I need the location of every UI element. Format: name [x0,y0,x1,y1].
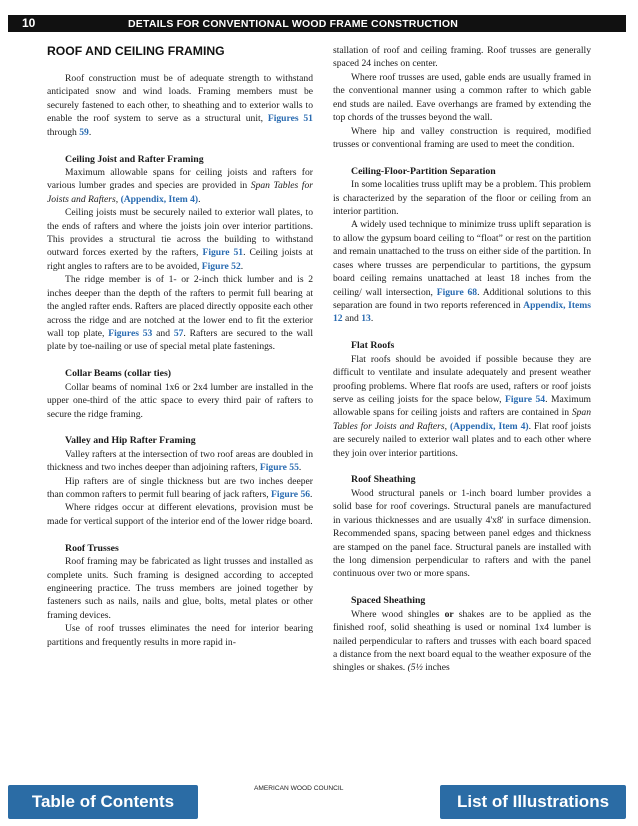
link-figure-55[interactable]: Figure 55 [259,462,299,474]
intro-paragraph: Roof construction must be of adequate strength to withstand anticipated snow and wind loads. Framing members must be securely fastened to each other, to sheathing and to exterior walls to enable the roof system to serve as a structural unit, Figures 51 through 59. [47,73,313,138]
heading-spaced-sheathing: Spaced Sheathing [351,595,426,607]
paragraph: Collar beams of nominal 1x6 or 2x4 lumber are installed in the upper one-third of the attic space to every third pair of rafters to secure the ridge framing. [47,381,313,420]
paragraph: Where hip and valley construction is required, modified trusses or conventional framing are used to meet the condition. [333,125,591,150]
link-appendix-items-12[interactable]: Appendix, Items 12 [333,300,592,325]
link-appendix-item-4[interactable]: (Appendix, Item 4) [449,420,529,432]
paragraph: A widely used technique to minimize truss uplift separation is to allow the gypsum board ceiling to “float” or rest on the partition and remain unattached to the truss on either side of the partition. In cases where trusses are perpendicular to partitions, the gypsum board ceiling remains unattached at least 18 inches from the ceiling/ wall intersection, Figure 68. Additional solutions to this separation are found in two reports referenced in Appendix, Items 12 and 13. [333,219,592,325]
paragraph: Ceiling joists must be securely nailed to exterior wall plates, to the ends of rafters and where the joists join over interior partitions. This provides a structural tie across the building to withstand outward forces exerted by the rafters, Figure 51. Ceiling joists at right angles to rafters are to be avoided, Figure 52. [47,207,313,272]
publisher-name: AMERICAN WOOD COUNCIL [254,785,344,792]
link-figure-56[interactable]: Figure 56 [271,489,311,501]
paragraph: Hip rafters are of single thickness but are two inches deeper than common rafters to permit full bearing of jack rafters, Figure 56. [47,475,313,501]
link-figure-52[interactable]: Figure 52 [201,260,241,272]
link-figure-57[interactable]: 57 [173,328,184,339]
link-figures-51[interactable]: Figures 51 [267,113,313,125]
heading-ceiling-floor-partition: Ceiling-Floor-Partition Separation [351,165,496,177]
heading-valley-hip: Valley and Hip Rafter Framing [65,435,196,447]
paragraph: In some localities truss uplift may be a problem. This problem is characterized by the separation of the floor or ceiling from an interior partition. [333,179,591,218]
link-figure-51[interactable]: Figure 51 [202,247,244,259]
link-appendix-item-13[interactable]: 13 [361,313,371,325]
paragraph: Wood structural panels or 1-inch board lumber provides a solid base for roof coverings. Structural panels are manufactured in various thicknesses and are usually 4'x8' in surface dimension. Recommended spans, spacing between panel edges and thickness are stamped on the panel face. Structural panels are installed with the long dimension perpendicular to rafters and with the panel continuous over two or more spans. [333,487,591,580]
link-figure-59[interactable]: 59 [79,126,89,138]
section-title: ROOF AND CEILING FRAMING [47,44,225,58]
heading-collar-beams: Collar Beams (collar ties) [65,368,172,380]
right-column [333,44,591,675]
heading-roof-trusses: Roof Trusses [65,542,119,554]
paragraph: Use of roof trusses eliminates the need for interior bearing partitions and frequently results in more rapid in- [47,623,313,648]
paragraph: Maximum allowable spans for ceiling joists and rafters for various lumber grades and species are provided in Span Tables for Joists and Rafters, (Appendix, Item 4). [47,166,313,205]
paragraph: Valley rafters at the intersection of two roof areas are doubled in thickness and two inches deeper than adjoining rafters, Figure 55. [47,448,313,474]
page-number: 10 [22,16,36,30]
heading-ceiling-joist: Ceiling Joist and Rafter Framing [65,153,204,165]
paragraph: Flat roofs should be avoided if possible because they are difficult to ventilate and insulate adequately and present weather proofing problems. Where flat roofs are used, rafters or roof joists serve as ceiling joists for the space below, Figure 54. Maximum allowable spans for ceiling joists and rafters are contained in Span Tables for Joists and Rafters, (Appendix, Item 4). Flat roof joists are securely nailed to exterior wall plates and to each other where they join over interior partitions. [333,353,591,459]
paragraph: stallation of roof and ceiling framing. Roof trusses are generally spaced 24 inches on center. [333,45,591,70]
paragraph: Roof framing may be fabricated as light trusses and installed as complete units. Such framing is designed according to accepted engineering practice. The truss members are joined together by fasteners such as nails, nails and glue, bolts, metal plates or other framing devices. [47,556,313,621]
page-header [8,15,626,32]
paragraph: Where wood shingles or shakes are to be applied as the finished roof, solid sheathing is used or nominal 1x4 lumber is nailed perpendicular to rafters and trusses with each board spaced a distance from the next board equal to the weather exposure of the shingles or shakes. (5½ inches [333,608,592,674]
link-figure-54[interactable]: Figure 54 [505,393,546,405]
table-of-contents-button[interactable]: Table of Contents [8,785,198,819]
link-figures-53[interactable]: Figures 53 [108,328,153,339]
link-appendix-item-4[interactable]: (Appendix, Item 4) [120,193,199,205]
link-figure-68[interactable]: Figure 68 [436,286,478,298]
paragraph: Where ridges occur at different elevations, provision must be made for vertical support of the interior end of the lower ridge board. [47,502,313,527]
left-column [47,44,313,649]
paragraph: The ridge member is of 1- or 2-inch thick lumber and is 2 inches deeper than the depth of the rafters to permit full bearing at the angled rafter ends. Rafters are placed directly opposite each other across the ridge and are notched at the lower end to fit the exterior wall top plate, Figures 53 and 57. Rafters are secured to the wall plate by toe-nailing or use of special metal plate fastenings. [47,274,314,353]
list-of-illustrations-button[interactable]: List of Illustrations [440,785,626,819]
chapter-title: DETAILS FOR CONVENTIONAL WOOD FRAME CONSTRUCTION [128,18,459,30]
paragraph: Where roof trusses are used, gable ends are usually framed in the conventional manner using a common rafter to which gable end studs are nailed. Eave overhangs are framed by extending the top chords of the trusses beyond the wall. [333,71,591,124]
heading-flat-roofs: Flat Roofs [351,340,395,352]
heading-roof-sheathing: Roof Sheathing [351,474,416,486]
